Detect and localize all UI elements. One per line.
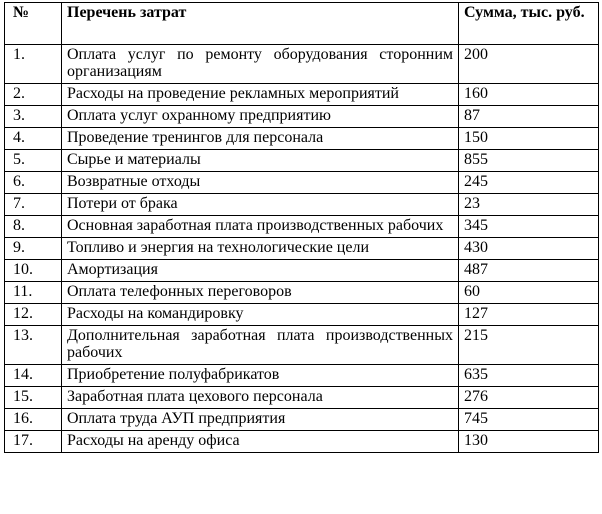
row-number: 4. <box>5 128 62 150</box>
row-cost-name: Потери от брака <box>62 194 459 216</box>
header-number: № <box>5 3 62 45</box>
row-amount: 276 <box>459 387 599 409</box>
row-cost-name: Амортизация <box>62 260 459 282</box>
row-number: 12. <box>5 304 62 326</box>
row-amount: 200 <box>459 45 599 84</box>
row-number: 17. <box>5 431 62 453</box>
row-number: 3. <box>5 106 62 128</box>
row-number: 1. <box>5 45 62 84</box>
row-number: 14. <box>5 365 62 387</box>
row-amount: 855 <box>459 150 599 172</box>
row-number: 8. <box>5 216 62 238</box>
table-row <box>5 45 599 84</box>
row-cost-name: Оплата телефонных переговоров <box>62 282 459 304</box>
table-row <box>5 431 599 453</box>
row-number: 5. <box>5 150 62 172</box>
table-body <box>5 45 599 453</box>
table-row <box>5 128 599 150</box>
table-row <box>5 409 599 431</box>
header-amount: Сумма, тыс. руб. <box>459 3 599 45</box>
table-row <box>5 150 599 172</box>
table-row <box>5 387 599 409</box>
row-amount: 635 <box>459 365 599 387</box>
row-amount: 23 <box>459 194 599 216</box>
header-cost-list: Перечень затрат <box>62 3 459 45</box>
document-page <box>4 2 599 453</box>
row-amount: 245 <box>459 172 599 194</box>
table-row <box>5 282 599 304</box>
row-cost-name: Возвратные отходы <box>62 172 459 194</box>
row-amount: 345 <box>459 216 599 238</box>
row-amount: 60 <box>459 282 599 304</box>
row-amount: 430 <box>459 238 599 260</box>
row-cost-name: Топливо и энергия на технологические цели <box>62 238 459 260</box>
row-amount: 487 <box>459 260 599 282</box>
row-cost-name: Дополнительная заработная плата производственных рабочих <box>62 326 459 365</box>
row-number: 11. <box>5 282 62 304</box>
row-amount: 745 <box>459 409 599 431</box>
row-cost-name: Расходы на командировку <box>62 304 459 326</box>
row-cost-name: Оплата труда АУП предприятия <box>62 409 459 431</box>
row-number: 10. <box>5 260 62 282</box>
table-row <box>5 106 599 128</box>
row-cost-name: Расходы на аренду офиса <box>62 431 459 453</box>
row-number: 13. <box>5 326 62 365</box>
row-number: 9. <box>5 238 62 260</box>
row-cost-name: Заработная плата цехового персонала <box>62 387 459 409</box>
cost-table <box>4 2 599 453</box>
row-number: 15. <box>5 387 62 409</box>
table-row <box>5 304 599 326</box>
table-row <box>5 326 599 365</box>
row-amount: 215 <box>459 326 599 365</box>
row-cost-name: Приобретение полуфабрикатов <box>62 365 459 387</box>
row-number: 16. <box>5 409 62 431</box>
table-row <box>5 84 599 106</box>
row-number: 6. <box>5 172 62 194</box>
table-header-row <box>5 3 599 45</box>
row-number: 7. <box>5 194 62 216</box>
row-cost-name: Проведение тренингов для персонала <box>62 128 459 150</box>
table-row <box>5 365 599 387</box>
row-amount: 150 <box>459 128 599 150</box>
row-number: 2. <box>5 84 62 106</box>
row-cost-name: Оплата услуг по ремонту оборудования сторонним организациям <box>62 45 459 84</box>
row-cost-name: Сырье и материалы <box>62 150 459 172</box>
table-row <box>5 260 599 282</box>
table-row <box>5 194 599 216</box>
row-cost-name: Расходы на проведение рекламных мероприятий <box>62 84 459 106</box>
row-amount: 130 <box>459 431 599 453</box>
row-amount: 160 <box>459 84 599 106</box>
row-amount: 127 <box>459 304 599 326</box>
table-row <box>5 216 599 238</box>
table-row <box>5 238 599 260</box>
row-cost-name: Оплата услуг охранному предприятию <box>62 106 459 128</box>
table-row <box>5 172 599 194</box>
row-amount: 87 <box>459 106 599 128</box>
row-cost-name: Основная заработная плата производственных рабочих <box>62 216 459 238</box>
